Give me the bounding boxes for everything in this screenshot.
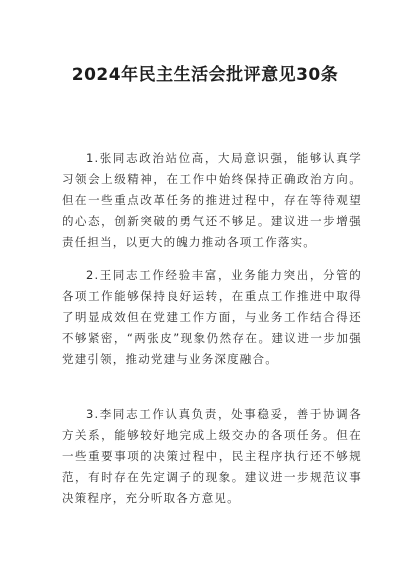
paragraph-1: 1.张同志政治站位高，大局意识强，能够认真学习领会上级精神，在工作中始终保持正确政治方向。但在一些重点改革任务的推进过程中，存在等待观望的心态，创新突破的勇气还不够足。建议进一步增强责任担当，以更大的魄力推动各项工作落实。 — [62, 151, 362, 249]
paragraph-2: 2.王同志工作经验丰富，业务能力突出，分管的各项工作能够保持良好运转，在重点工作推进中取得了明显成效但在党建工作方面，与业务工作结合得还不够紧密，“两张皮”现象仍然存在。建议进一步加强党建引领，推动党建与业务深度融合。 — [62, 268, 362, 366]
paragraph-3: 3.李同志工作认真负责，处事稳妥，善于协调各方关系，能够较好地完成上级交办的各项任务。但在一些重要事项的决策过程中，民主程序执行还不够规范，有时存在先定调子的现象。建议进一步规范议事决策程序，充分听取各方意见。 — [62, 407, 362, 505]
document-title: 2024年民主生活会批评意见30条 — [71, 65, 339, 85]
